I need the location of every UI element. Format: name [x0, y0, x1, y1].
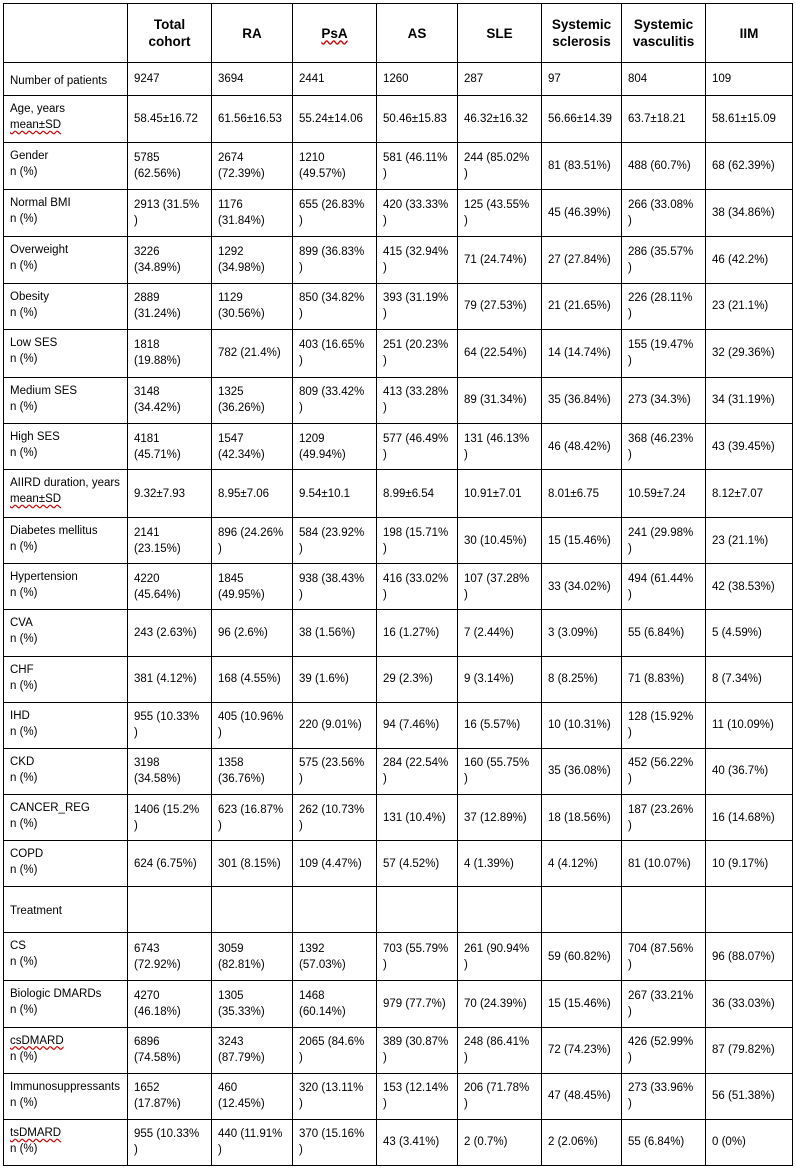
column-header: Systemic sclerosis — [542, 4, 622, 63]
row-label — [4, 63, 128, 96]
table-cell: 575 (23.56% ) — [293, 748, 377, 794]
table-cell: 581 (46.11% ) — [377, 143, 458, 190]
header-row — [4, 4, 793, 63]
table-cell: 488 (60.7%) — [622, 143, 706, 190]
table-cell: 45 (46.39%) — [542, 190, 622, 237]
table-row — [4, 329, 793, 377]
table-cell: 38 (1.56%) — [293, 610, 377, 656]
table-cell: 413 (33.28% ) — [377, 377, 458, 423]
table-cell: 3243 (87.79%) — [212, 1027, 293, 1073]
table-cell: 3226 (34.89%) — [128, 237, 212, 283]
row-label-unit: n (%) — [10, 260, 38, 273]
table-cell: 16 (14.68%) — [706, 794, 793, 840]
table-cell: 899 (36.83% ) — [293, 237, 377, 283]
table-cell: 107 (37.28% ) — [458, 564, 542, 610]
table-cell: 50.46±15.83 — [377, 96, 458, 143]
table-cell: 10 (10.31%) — [542, 702, 622, 748]
column-header: Total cohort — [128, 4, 212, 63]
table-cell: 286 (35.57% ) — [622, 237, 706, 283]
table-cell: 9 (3.14%) — [458, 656, 542, 702]
column-header: RA — [212, 4, 293, 63]
table-row — [4, 96, 793, 143]
table-cell: 96 (88.07%) — [706, 933, 793, 981]
table-cell: 2889 (31.24%) — [128, 283, 212, 329]
row-label — [4, 981, 128, 1027]
table-cell: 3 (3.09%) — [542, 610, 622, 656]
row-label-title: Immunosuppressants — [10, 1080, 120, 1093]
row-label — [4, 748, 128, 794]
table-cell: 1292 (34.98%) — [212, 237, 293, 283]
table-row — [4, 748, 793, 794]
table-cell: 1260 — [377, 63, 458, 96]
table-cell: 35 (36.84%) — [542, 377, 622, 423]
table-row — [4, 1027, 793, 1073]
row-label-title: Overweight — [10, 244, 69, 257]
table-cell: 47 (48.45%) — [542, 1073, 622, 1119]
table-cell: 8 (7.34%) — [706, 656, 793, 702]
table-cell: 32 (29.36%) — [706, 329, 793, 377]
table-cell: 704 (87.56% ) — [622, 933, 706, 981]
table-cell: 420 (33.33% ) — [377, 190, 458, 237]
table-cell: 416 (33.02% ) — [377, 564, 458, 610]
table-cell: 125 (43.55% ) — [458, 190, 542, 237]
table-cell: 89 (31.34%) — [458, 377, 542, 423]
row-label-title: Hypertension — [10, 571, 78, 584]
table-cell: 10 (9.17%) — [706, 841, 793, 887]
table-cell — [622, 887, 706, 933]
table-cell: 248 (86.41% ) — [458, 1027, 542, 1073]
table-cell: 15 (15.46%) — [542, 981, 622, 1027]
table-cell: 81 (83.51%) — [542, 143, 622, 190]
row-label — [4, 237, 128, 283]
row-label-unit: n (%) — [10, 817, 38, 830]
row-label-title: High SES — [10, 430, 60, 443]
table-cell — [212, 887, 293, 933]
table-cell: 9.32±7.93 — [128, 470, 212, 518]
table-cell: 979 (77.7%) — [377, 981, 458, 1027]
table-cell: 43 (3.41%) — [377, 1119, 458, 1165]
table-cell: 370 (15.16% ) — [293, 1119, 377, 1165]
table-cell: 94 (7.46%) — [377, 702, 458, 748]
table-cell: 160 (55.75% ) — [458, 748, 542, 794]
table-cell: 16 (5.57%) — [458, 702, 542, 748]
table-cell: 7 (2.44%) — [458, 610, 542, 656]
row-label — [4, 564, 128, 610]
table-cell: 938 (38.43% ) — [293, 564, 377, 610]
row-label — [4, 190, 128, 237]
table-cell: 955 (10.33% ) — [128, 1119, 212, 1165]
table-cell: 1305 (35.33%) — [212, 981, 293, 1027]
table-cell: 71 (8.83%) — [622, 656, 706, 702]
table-cell: 131 (10.4%) — [377, 794, 458, 840]
table-cell: 955 (10.33% ) — [128, 702, 212, 748]
table-cell: 58.61±15.09 — [706, 96, 793, 143]
table-cell: 3059 (82.81%) — [212, 933, 293, 981]
table-cell: 2441 — [293, 63, 377, 96]
table-cell: 15 (15.46%) — [542, 518, 622, 564]
table-cell: 1468 (60.14%) — [293, 981, 377, 1027]
table-cell: 155 (19.47% ) — [622, 329, 706, 377]
table-cell: 38 (34.86%) — [706, 190, 793, 237]
table-row — [4, 190, 793, 237]
table-cell: 4270 (46.18%) — [128, 981, 212, 1027]
row-label — [4, 143, 128, 190]
table-cell: 703 (55.79% ) — [377, 933, 458, 981]
row-label-unit: n (%) — [10, 679, 38, 692]
column-header: AS — [377, 4, 458, 63]
table-cell: 168 (4.55%) — [212, 656, 293, 702]
row-label-unit: n (%) — [10, 1142, 38, 1155]
table-cell: 4 (1.39%) — [458, 841, 542, 887]
row-label-title: IHD — [10, 709, 30, 722]
table-cell: 2 (2.06%) — [542, 1119, 622, 1165]
table-cell: 23 (21.1%) — [706, 518, 793, 564]
table-cell: 1129 (30.56%) — [212, 283, 293, 329]
table-cell: 46 (48.42%) — [542, 423, 622, 469]
row-label — [4, 470, 128, 518]
table-cell: 3148 (34.42%) — [128, 377, 212, 423]
table-cell: 623 (16.87% ) — [212, 794, 293, 840]
table-cell: 97 — [542, 63, 622, 96]
table-cell: 1818 (19.88%) — [128, 329, 212, 377]
table-cell: 46.32±16.32 — [458, 96, 542, 143]
row-label — [4, 656, 128, 702]
row-label-unit: n (%) — [10, 166, 38, 179]
table-cell: 1358 (36.76%) — [212, 748, 293, 794]
table-row — [4, 423, 793, 469]
table-cell: 267 (33.21% ) — [622, 981, 706, 1027]
table-cell: 21 (21.65%) — [542, 283, 622, 329]
table-cell: 624 (6.75%) — [128, 841, 212, 887]
row-label — [4, 794, 128, 840]
table-cell: 393 (31.19% ) — [377, 283, 458, 329]
table-row — [4, 981, 793, 1027]
table-cell: 1845 (49.95%) — [212, 564, 293, 610]
row-label-title: Obesity — [10, 290, 49, 303]
table-cell: 896 (24.26% ) — [212, 518, 293, 564]
table-cell: 1325 (36.26%) — [212, 377, 293, 423]
row-label-unit: n (%) — [10, 1004, 38, 1017]
table-cell: 128 (15.92% ) — [622, 702, 706, 748]
table-cell: 79 (27.53%) — [458, 283, 542, 329]
table-row — [4, 841, 793, 887]
table-cell: 2913 (31.5% ) — [128, 190, 212, 237]
table-cell: 59 (60.82%) — [542, 933, 622, 981]
table-cell: 96 (2.6%) — [212, 610, 293, 656]
row-label — [4, 841, 128, 887]
table-cell: 109 (4.47%) — [293, 841, 377, 887]
row-label-title: Gender — [10, 150, 49, 163]
table-cell: 5785 (62.56%) — [128, 143, 212, 190]
row-label — [4, 702, 128, 748]
table-cell: 426 (52.99% ) — [622, 1027, 706, 1073]
row-label-title: CS — [10, 940, 26, 953]
row-label — [4, 96, 128, 143]
row-label-title: CANCER_REG — [10, 801, 90, 814]
row-label-unit: n (%) — [10, 400, 38, 413]
table-cell: 381 (4.12%) — [128, 656, 212, 702]
table-cell: 87 (79.82%) — [706, 1027, 793, 1073]
row-label — [4, 283, 128, 329]
table-cell: 1547 (42.34%) — [212, 423, 293, 469]
table-row — [4, 377, 793, 423]
row-label — [4, 610, 128, 656]
table-cell: 131 (46.13% ) — [458, 423, 542, 469]
table-cell: 42 (38.53%) — [706, 564, 793, 610]
row-label-unit: n (%) — [10, 352, 38, 365]
table-row — [4, 143, 793, 190]
column-header: PsA — [293, 4, 377, 63]
table-cell: 153 (12.14% ) — [377, 1073, 458, 1119]
table-cell: 40 (36.7%) — [706, 748, 793, 794]
table-cell: 251 (20.23% ) — [377, 329, 458, 377]
table-cell: 68 (62.39%) — [706, 143, 793, 190]
table-row — [4, 887, 793, 933]
table-cell: 584 (23.92% ) — [293, 518, 377, 564]
table-cell: 850 (34.82% ) — [293, 283, 377, 329]
table-cell: 9247 — [128, 63, 212, 96]
table-cell: 1406 (15.2% ) — [128, 794, 212, 840]
table-cell: 198 (15.71% ) — [377, 518, 458, 564]
table-cell: 23 (21.1%) — [706, 283, 793, 329]
table-cell: 266 (33.08% ) — [622, 190, 706, 237]
table-cell: 3694 — [212, 63, 293, 96]
row-label-unit: n (%) — [10, 541, 38, 554]
table-cell: 782 (21.4%) — [212, 329, 293, 377]
table-cell: 37 (12.89%) — [458, 794, 542, 840]
row-label-unit: n (%) — [10, 725, 38, 738]
table-row — [4, 470, 793, 518]
table-row — [4, 283, 793, 329]
row-label-unit: n (%) — [10, 213, 38, 226]
table-cell: 301 (8.15%) — [212, 841, 293, 887]
table-cell: 56.66±14.39 — [542, 96, 622, 143]
row-label-unit: mean±SD — [10, 119, 62, 132]
table-cell: 577 (46.49% ) — [377, 423, 458, 469]
row-label-unit: n (%) — [10, 771, 38, 784]
table-cell: 287 — [458, 63, 542, 96]
table-cell: 452 (56.22% ) — [622, 748, 706, 794]
row-label-title: Biologic DMARDs — [10, 988, 102, 1001]
table-cell: 11 (10.09%) — [706, 702, 793, 748]
table-cell: 6896 (74.58%) — [128, 1027, 212, 1073]
row-label — [4, 518, 128, 564]
row-label — [4, 1073, 128, 1119]
table-cell: 81 (10.07%) — [622, 841, 706, 887]
table-cell: 55 (6.84%) — [622, 610, 706, 656]
table-cell: 70 (24.39%) — [458, 981, 542, 1027]
row-label-title: Medium SES — [10, 384, 78, 397]
table-cell: 403 (16.65% ) — [293, 329, 377, 377]
table-cell: 220 (9.01%) — [293, 702, 377, 748]
table-cell — [542, 887, 622, 933]
table-cell: 8.01±6.75 — [542, 470, 622, 518]
table-cell: 72 (74.23%) — [542, 1027, 622, 1073]
table-cell: 36 (33.03%) — [706, 981, 793, 1027]
table-cell: 1209 (49.94%) — [293, 423, 377, 469]
row-label-title: Diabetes mellitus — [10, 525, 98, 538]
table-cell: 55 (6.84%) — [622, 1119, 706, 1165]
table-cell: 262 (10.73% ) — [293, 794, 377, 840]
table-cell: 10.59±7.24 — [622, 470, 706, 518]
table-row — [4, 63, 793, 96]
table-row — [4, 237, 793, 283]
row-label-title: Age, years — [10, 103, 65, 116]
table-row — [4, 564, 793, 610]
table-cell: 244 (85.02% ) — [458, 143, 542, 190]
table-cell: 415 (32.94% ) — [377, 237, 458, 283]
row-label — [4, 377, 128, 423]
table-cell: 187 (23.26% ) — [622, 794, 706, 840]
row-label-unit: mean±SD — [10, 493, 62, 506]
table-cell — [458, 887, 542, 933]
table-cell: 2674 (72.39%) — [212, 143, 293, 190]
table-cell: 4181 (45.71%) — [128, 423, 212, 469]
table-cell: 16 (1.27%) — [377, 610, 458, 656]
table-cell: 243 (2.63%) — [128, 610, 212, 656]
row-label-title: Low SES — [10, 336, 58, 349]
row-label-title: CHF — [10, 663, 34, 676]
table-body — [4, 63, 793, 1166]
table-cell: 61.56±16.53 — [212, 96, 293, 143]
table-cell: 273 (33.96% ) — [622, 1073, 706, 1119]
table-cell: 4220 (45.64%) — [128, 564, 212, 610]
table-row — [4, 610, 793, 656]
table-row — [4, 656, 793, 702]
column-header: IIM — [706, 4, 793, 63]
table-cell: 460 (12.45%) — [212, 1073, 293, 1119]
table-cell: 57 (4.52%) — [377, 841, 458, 887]
table-cell: 1210 (49.57%) — [293, 143, 377, 190]
header-empty-cell — [4, 4, 128, 63]
table-cell — [128, 887, 212, 933]
row-label-unit: n (%) — [10, 587, 38, 600]
row-label-title: COPD — [10, 848, 44, 861]
table-row — [4, 1073, 793, 1119]
table-row — [4, 933, 793, 981]
table-cell: 389 (30.87% ) — [377, 1027, 458, 1073]
row-label — [4, 1119, 128, 1165]
table-cell: 30 (10.45%) — [458, 518, 542, 564]
row-label — [4, 329, 128, 377]
table-cell: 27 (27.84%) — [542, 237, 622, 283]
row-label — [4, 933, 128, 981]
table-cell: 368 (46.23% ) — [622, 423, 706, 469]
table-cell: 273 (34.3%) — [622, 377, 706, 423]
row-label-unit: n (%) — [10, 633, 38, 646]
table-cell: 226 (28.11% ) — [622, 283, 706, 329]
row-label-unit: n (%) — [10, 956, 38, 969]
row-label-unit: n (%) — [10, 1050, 38, 1063]
row-label — [4, 1027, 128, 1073]
column-header: SLE — [458, 4, 542, 63]
comorbidity-table — [3, 3, 793, 1166]
table-cell: 655 (26.83% ) — [293, 190, 377, 237]
row-label — [4, 887, 128, 933]
table-cell: 3198 (34.58%) — [128, 748, 212, 794]
table-cell: 63.7±18.21 — [622, 96, 706, 143]
table-cell: 6743 (72.92%) — [128, 933, 212, 981]
table-cell: 109 — [706, 63, 793, 96]
table-cell: 55.24±14.06 — [293, 96, 377, 143]
table-cell: 440 (11.91% ) — [212, 1119, 293, 1165]
table-cell: 2065 (84.6% ) — [293, 1027, 377, 1073]
table-cell: 2141 (23.15%) — [128, 518, 212, 564]
row-label — [4, 423, 128, 469]
table-cell — [293, 887, 377, 933]
table-row — [4, 518, 793, 564]
table-cell: 14 (14.74%) — [542, 329, 622, 377]
table-cell: 8.99±6.54 — [377, 470, 458, 518]
table-cell: 8.95±7.06 — [212, 470, 293, 518]
table-row — [4, 702, 793, 748]
row-label-title: Treatment — [10, 905, 62, 918]
table-cell: 10.91±7.01 — [458, 470, 542, 518]
table-cell: 8 (8.25%) — [542, 656, 622, 702]
table-cell: 43 (39.45%) — [706, 423, 793, 469]
row-label-title: csDMARD — [10, 1034, 64, 1047]
table-cell: 261 (90.94% ) — [458, 933, 542, 981]
table-cell: 58.45±16.72 — [128, 96, 212, 143]
table-cell — [706, 887, 793, 933]
row-label-title: CVA — [10, 617, 33, 630]
table-cell: 405 (10.96% ) — [212, 702, 293, 748]
table-cell: 64 (22.54%) — [458, 329, 542, 377]
table-cell: 34 (31.19%) — [706, 377, 793, 423]
table-cell: 29 (2.3%) — [377, 656, 458, 702]
table-cell: 809 (33.42% ) — [293, 377, 377, 423]
row-label-title: Normal BMI — [10, 197, 71, 210]
table-cell: 320 (13.11% ) — [293, 1073, 377, 1119]
row-label-unit: n (%) — [10, 446, 38, 459]
row-label-unit: n (%) — [10, 864, 38, 877]
table-cell: 2 (0.7%) — [458, 1119, 542, 1165]
table-cell: 46 (42.2%) — [706, 237, 793, 283]
table-cell: 5 (4.59%) — [706, 610, 793, 656]
column-header: Systemic vasculitis — [622, 4, 706, 63]
table-cell: 9.54±10.1 — [293, 470, 377, 518]
table-cell: 804 — [622, 63, 706, 96]
table-cell: 4 (4.12%) — [542, 841, 622, 887]
table-cell: 206 (71.78% ) — [458, 1073, 542, 1119]
row-label-title: Number of patients — [10, 74, 108, 87]
row-label-title: tsDMARD — [10, 1126, 62, 1139]
table-cell: 39 (1.6%) — [293, 656, 377, 702]
table-cell: 241 (29.98% ) — [622, 518, 706, 564]
table-cell: 0 (0%) — [706, 1119, 793, 1165]
row-label-title: CKD — [10, 755, 35, 768]
table-cell: 56 (51.38%) — [706, 1073, 793, 1119]
table-cell: 284 (22.54% ) — [377, 748, 458, 794]
table-row — [4, 794, 793, 840]
table-cell: 1392 (57.03%) — [293, 933, 377, 981]
row-label-unit: n (%) — [10, 1096, 38, 1109]
table-cell: 1176 (31.84%) — [212, 190, 293, 237]
table-cell: 1652 (17.87%) — [128, 1073, 212, 1119]
table-cell: 35 (36.08%) — [542, 748, 622, 794]
row-label-title: AIIRD duration, years — [10, 477, 120, 490]
table-cell: 18 (18.56%) — [542, 794, 622, 840]
table-cell: 494 (61.44% ) — [622, 564, 706, 610]
table-row — [4, 1119, 793, 1165]
table-cell — [377, 887, 458, 933]
table-cell: 8.12±7.07 — [706, 470, 793, 518]
row-label-unit: n (%) — [10, 306, 38, 319]
table-cell: 33 (34.02%) — [542, 564, 622, 610]
table-cell: 71 (24.74%) — [458, 237, 542, 283]
